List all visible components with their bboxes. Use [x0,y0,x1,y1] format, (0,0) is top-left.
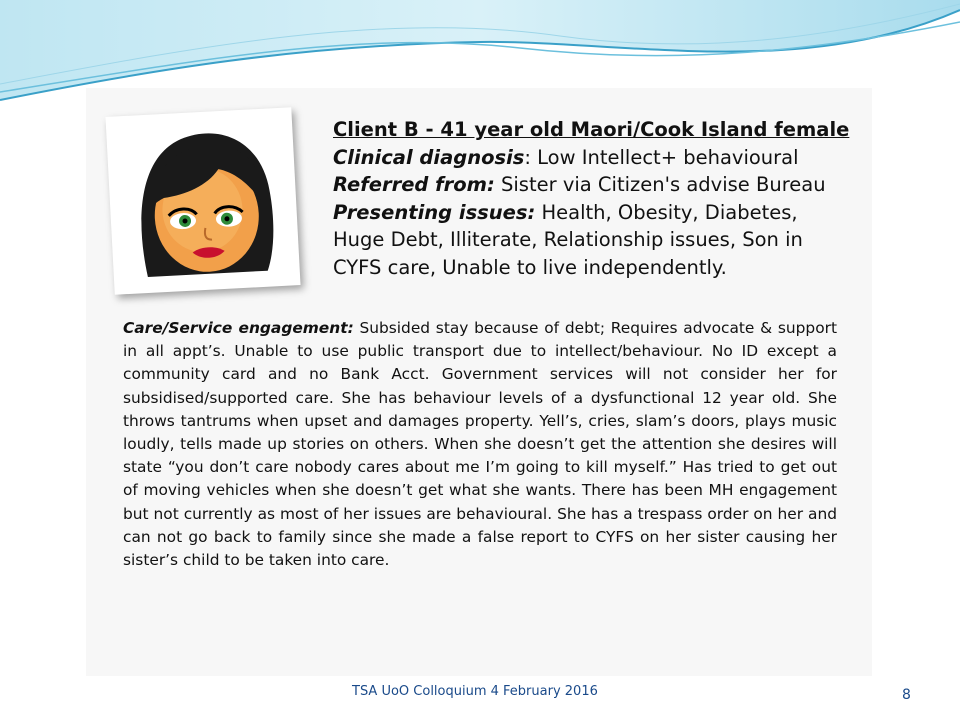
issues-row [333,199,863,227]
care-engagement-label: Care/Service engagement: [123,319,354,337]
page-number: 8 [902,687,911,703]
issues-line-2: Huge Debt, Illiterate, Relationship issues, Son in [333,228,803,252]
issues-line-1: Health, Obesity, Diabetes, [535,200,798,224]
diagnosis-value: : Low Intellect+ behavioural [524,145,799,169]
client-title: Client B - 41 year old Maori/Cook Island female [333,118,850,141]
care-engagement-paragraph [123,317,837,572]
diagnosis-label: Clinical diagnosis [333,145,525,169]
issues-label: Presenting issues: [333,200,536,224]
issues-line-3: CYFS care, Unable to live independently. [333,255,727,279]
referred-label: Referred from: [333,173,495,197]
client-header [333,116,863,282]
slide-footer: TSA UoO Colloquium 4 February 2016 [352,684,598,699]
diagnosis-row [333,144,863,172]
care-engagement-text: Subsided stay because of debt; Requires advocate & support in all appt’s. Unable to use public transport due to intellect/behaviour. No ID except a community card and no Bank Acct. Government services will not consider her for subsidised/supported care. She has behaviour levels of a dysfunctional 12 year old. She throws tantrums when upset and damages property. Yell’s, cries, slam’s doors, plays music loudly, tells made up stories on others. When she doesn’t get the attention she desires will state “you don’t care nobody cares about me I’m going to kill myself.” Has tried to get out of moving vehicles when she doesn’t get what she wants. There has been MH engagement but not currently as most of her issues are behavioural. She has a trespass order on her and can not go back to family since she made a false report to CYFS on her sister causing her sister’s child to be taken into care. [123,319,837,570]
cartoon-woman-avatar-icon [120,120,286,282]
referred-value: Sister via Citizen's advise Bureau [494,173,826,197]
referred-row [333,171,863,199]
avatar-photo-frame [105,107,300,294]
